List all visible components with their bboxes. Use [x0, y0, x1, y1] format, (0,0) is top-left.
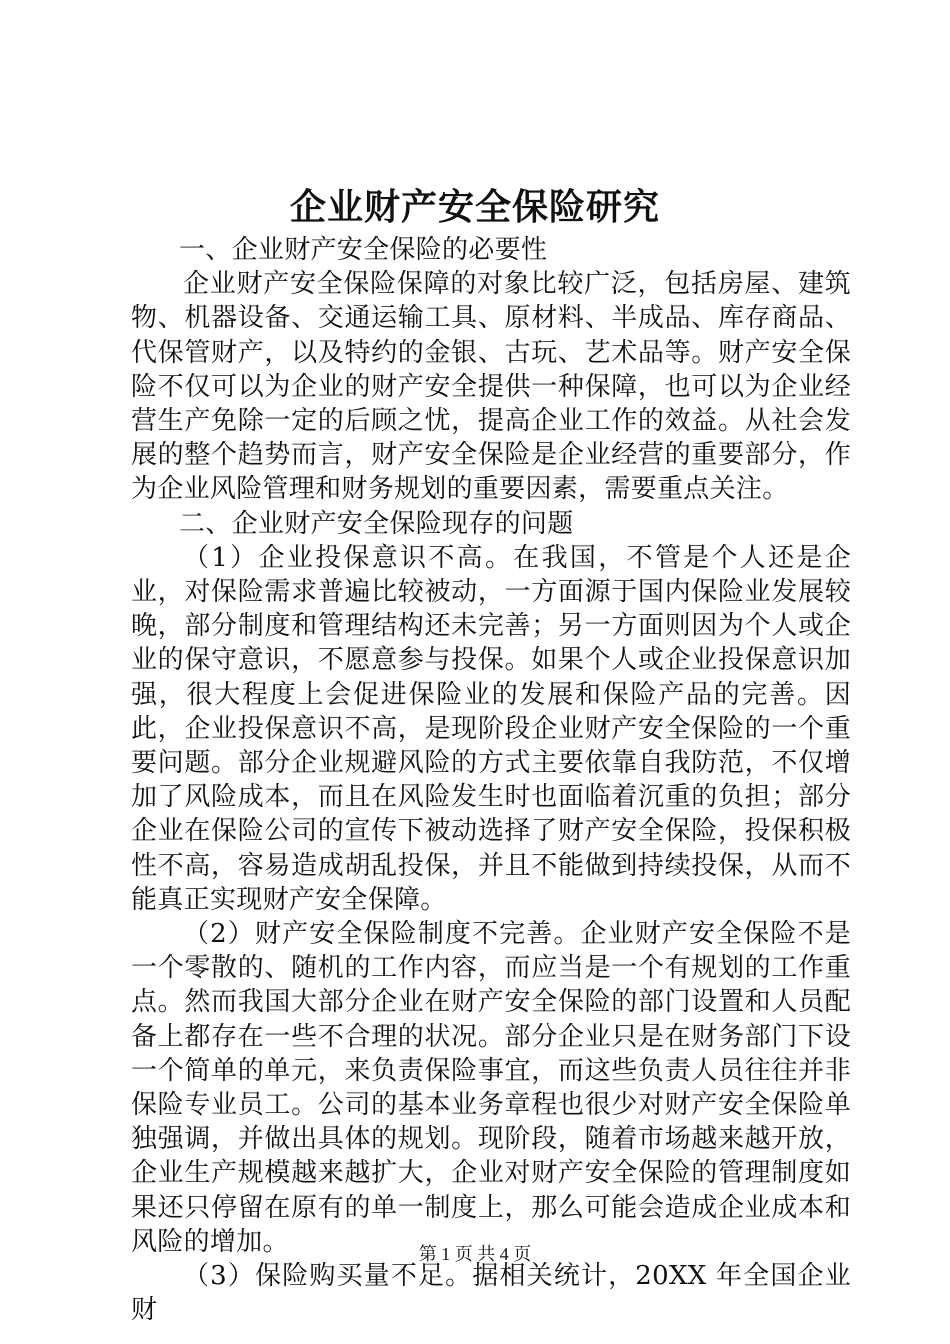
section-heading-2: 二、企业财产安全保险现存的问题 — [179, 508, 574, 539]
section-1-paragraph-1: 企业财产安全保险保障的对象比较广泛，包括房屋、建筑物、机器设备、交通运输工具、原材料、半成品、库存商品、代保管财产，以及特约的金银、古玩、艺术品等。财产安全保险不仅可以为企业的财产安全提供一种保障，也可以为企业经营生产免除一定的后顾之忧，提高企业工作的效益。从社会发展的整个趋势而言，财产安全保险是企业经营的重要部分，作为企业风险管理和财务规划的重要因素，需要重点关注。 — [131, 269, 851, 505]
document-title: 企业财产安全保险研究 — [289, 186, 660, 228]
section-2-paragraph-3: （3）保险购买量不足。据相关统计，20XX 年全国企业财 — [131, 1261, 851, 1326]
section-2-paragraph-2: （2）财产安全保险制度不完善。企业财产安全保险不是一个零散的、随机的工作内容，而应当是一个有规划的工作重点。然而我国大部分企业在财产安全保险的部门设置和人员配备上都存在一些不合理的状况。部分企业只是在财务部门下设一个简单的单元，来负责保险事宜，而这些负责人员往往并非保险专业员工。公司的基本业务章程也很少对财产安全保险单独强调，并做出具体的规划。现阶段，随着市场越来越开放，企业生产规模越来越扩大，企业对财产安全保险的管理制度如果还只停留在原有的单一制度上，那么可能会造成企业成本和风险的增加。 — [131, 919, 851, 1257]
section-heading-1: 一、企业财产安全保险的必要性 — [179, 235, 548, 265]
document-body — [131, 233, 851, 1328]
section-2-paragraph-1: （1）企业投保意识不高。在我国，不管是个人还是企业，对保险需求普遍比较被动，一方面源于国内保险业发展较晚，部分制度和管理结构还未完善；另一方面则因为个人或企业的保守意识，不愿意参与投保。如果个人或企业投保意识加强，很大程度上会促进保险业的发展和保险产品的完善。因此，企业投保意识不高，是现阶段企业财产安全保险的一个重要问题。部分企业规避风险的方式主要依靠自我防范，不仅增加了风险成本，而且在风险发生时也面临着沉重的负担；部分企业在保险公司的宣传下被动选择了财产安全保险，投保积极性不高，容易造成胡乱投保，并且不能做到持续投保，从而不能真正实现财产安全保障。 — [131, 542, 851, 915]
page-footer: 第 1 页 共 4 页 — [418, 1244, 532, 1264]
